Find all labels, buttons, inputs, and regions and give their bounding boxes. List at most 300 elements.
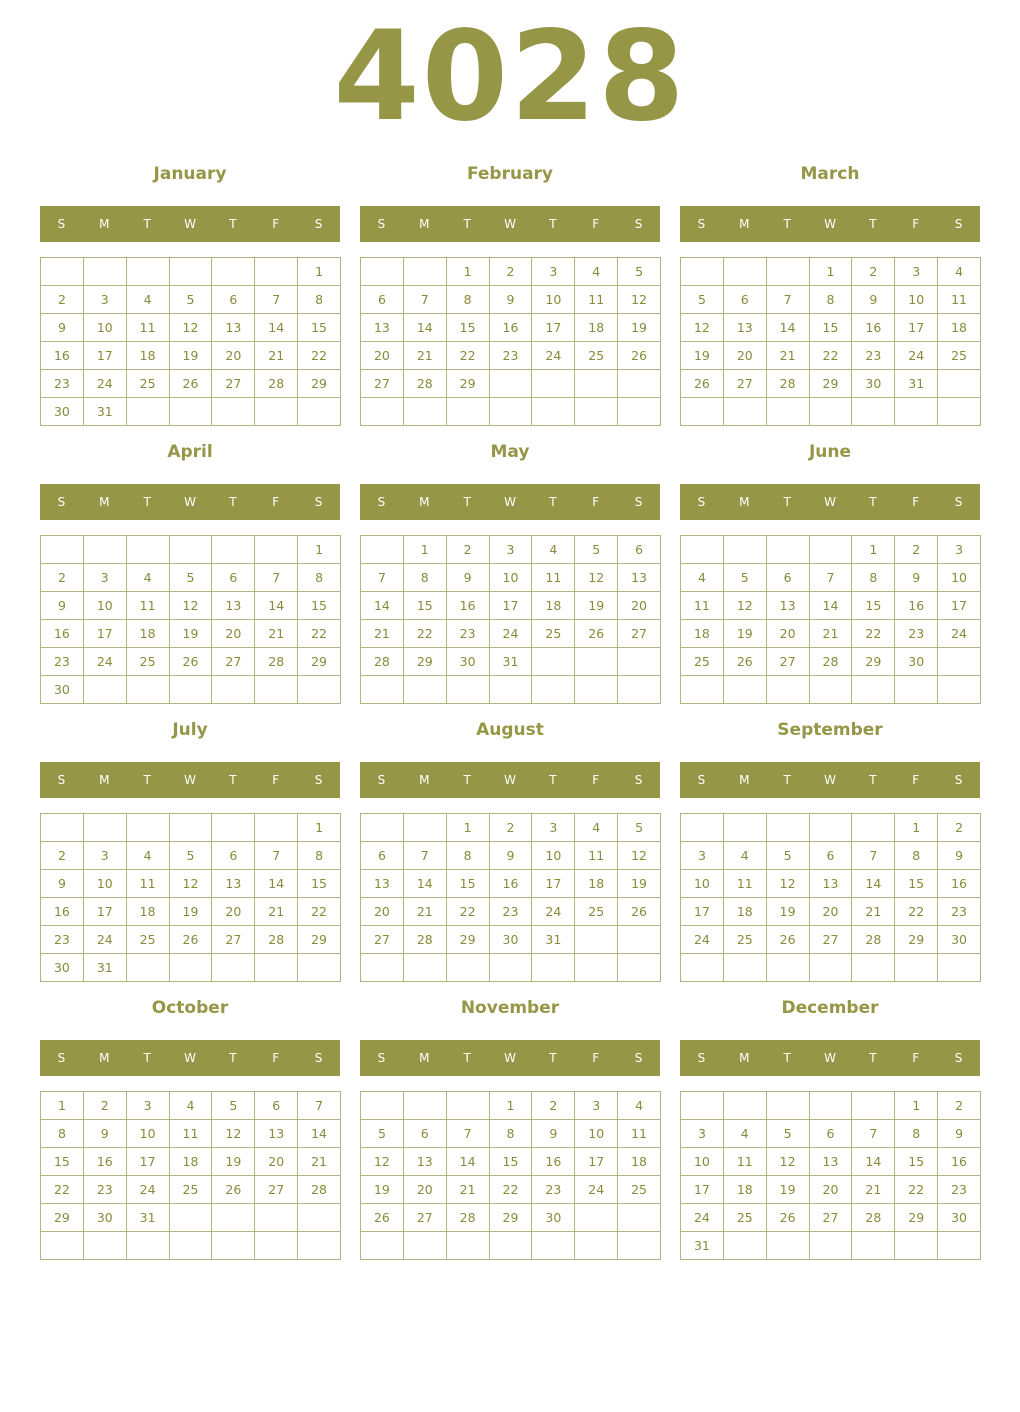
day-cell: 18 [127, 620, 170, 648]
day-cell: 25 [127, 370, 170, 398]
day-cell: 23 [490, 898, 533, 926]
day-cell: 6 [212, 842, 255, 870]
day-cell: 23 [41, 370, 84, 398]
day-cell [575, 648, 618, 676]
day-cell [575, 926, 618, 954]
day-cell: 26 [212, 1176, 255, 1204]
day-cell: 27 [212, 370, 255, 398]
day-cell: 31 [681, 1232, 724, 1260]
day-cell: 6 [212, 564, 255, 592]
day-cell: 18 [938, 314, 981, 342]
day-cell [212, 258, 255, 286]
weekday-label: T [549, 1051, 557, 1065]
day-cell: 7 [852, 1120, 895, 1148]
weekday-label: S [954, 495, 963, 509]
day-cell: 5 [724, 564, 767, 592]
day-cell: 2 [938, 1092, 981, 1120]
day-cell [618, 954, 661, 982]
day-grid [680, 535, 981, 704]
day-cell [810, 954, 853, 982]
weekday-header [360, 1040, 660, 1076]
day-cell: 2 [41, 564, 84, 592]
day-cell [724, 258, 767, 286]
weekday-label: W [824, 495, 836, 509]
weekday-label: S [697, 773, 706, 787]
day-cell: 31 [127, 1204, 170, 1232]
day-cell: 25 [170, 1176, 213, 1204]
day-cell: 12 [170, 314, 213, 342]
day-cell: 24 [895, 342, 938, 370]
day-cell [618, 648, 661, 676]
weekday-label: T [549, 495, 557, 509]
day-cell: 31 [532, 926, 575, 954]
day-cell [127, 814, 170, 842]
day-cell: 29 [810, 370, 853, 398]
day-cell: 25 [681, 648, 724, 676]
day-cell: 14 [852, 870, 895, 898]
weekday-label: F [272, 495, 280, 509]
day-cell [404, 1232, 447, 1260]
day-cell: 1 [490, 1092, 533, 1120]
day-cell [681, 398, 724, 426]
day-cell: 5 [170, 564, 213, 592]
weekday-label: M [419, 217, 430, 231]
weekday-header [40, 1040, 340, 1076]
day-cell [361, 536, 404, 564]
day-cell: 21 [852, 898, 895, 926]
day-grid [680, 257, 981, 426]
weekday-label: T [869, 1051, 877, 1065]
day-cell: 1 [810, 258, 853, 286]
day-cell: 5 [767, 1120, 810, 1148]
day-cell: 7 [404, 286, 447, 314]
day-cell [212, 1204, 255, 1232]
day-cell: 21 [767, 342, 810, 370]
day-cell [938, 648, 981, 676]
weekday-label: S [697, 495, 706, 509]
day-cell: 3 [490, 536, 533, 564]
day-cell: 9 [490, 286, 533, 314]
weekday-label: T [463, 1051, 471, 1065]
day-cell [618, 1204, 661, 1232]
day-cell [767, 398, 810, 426]
day-cell: 30 [447, 648, 490, 676]
day-cell: 25 [724, 1204, 767, 1232]
weekday-label: M [739, 495, 750, 509]
day-cell: 28 [255, 926, 298, 954]
day-cell [681, 954, 724, 982]
day-cell: 14 [852, 1148, 895, 1176]
weekday-label: F [592, 217, 600, 231]
day-cell: 28 [255, 370, 298, 398]
weekday-header [680, 484, 980, 520]
day-cell [767, 954, 810, 982]
day-cell: 18 [532, 592, 575, 620]
day-cell: 5 [170, 842, 213, 870]
day-cell: 28 [852, 926, 895, 954]
day-cell: 25 [127, 926, 170, 954]
day-cell: 8 [852, 564, 895, 592]
day-cell [618, 398, 661, 426]
day-cell [810, 1092, 853, 1120]
weekday-label: F [912, 495, 920, 509]
day-cell: 20 [212, 620, 255, 648]
day-cell: 2 [447, 536, 490, 564]
weekday-header [40, 762, 340, 798]
day-cell: 21 [298, 1148, 341, 1176]
day-cell: 10 [532, 842, 575, 870]
day-cell: 24 [681, 1204, 724, 1232]
day-cell: 9 [84, 1120, 127, 1148]
day-cell: 27 [212, 926, 255, 954]
day-cell [532, 676, 575, 704]
day-cell [490, 398, 533, 426]
day-cell: 13 [618, 564, 661, 592]
day-cell: 3 [84, 842, 127, 870]
day-cell [84, 536, 127, 564]
day-cell: 17 [532, 314, 575, 342]
day-cell [361, 398, 404, 426]
day-cell: 26 [724, 648, 767, 676]
day-cell: 19 [170, 898, 213, 926]
day-cell: 5 [361, 1120, 404, 1148]
day-cell [361, 1092, 404, 1120]
weekday-label: M [99, 1051, 110, 1065]
day-cell [255, 814, 298, 842]
day-cell [724, 814, 767, 842]
day-cell: 29 [895, 926, 938, 954]
day-cell: 22 [895, 1176, 938, 1204]
day-cell: 4 [681, 564, 724, 592]
day-cell [255, 536, 298, 564]
day-cell: 18 [127, 342, 170, 370]
weekday-label: M [739, 217, 750, 231]
day-grid [40, 257, 341, 426]
day-cell: 15 [298, 592, 341, 620]
weekday-label: F [592, 773, 600, 787]
day-cell: 13 [724, 314, 767, 342]
day-cell [575, 1204, 618, 1232]
day-cell: 1 [298, 536, 341, 564]
day-cell: 11 [170, 1120, 213, 1148]
day-cell: 5 [618, 814, 661, 842]
day-cell [810, 536, 853, 564]
weekday-header [680, 1040, 980, 1076]
day-cell: 24 [681, 926, 724, 954]
day-cell: 22 [298, 620, 341, 648]
day-cell: 9 [41, 592, 84, 620]
day-cell [852, 954, 895, 982]
day-cell: 9 [490, 842, 533, 870]
day-cell: 7 [255, 286, 298, 314]
day-cell: 26 [170, 648, 213, 676]
day-cell: 15 [298, 314, 341, 342]
day-cell [852, 676, 895, 704]
day-cell: 6 [361, 842, 404, 870]
day-cell: 17 [938, 592, 981, 620]
day-cell: 19 [212, 1148, 255, 1176]
day-cell [404, 676, 447, 704]
day-cell: 15 [490, 1148, 533, 1176]
day-cell: 25 [938, 342, 981, 370]
day-cell: 2 [490, 258, 533, 286]
month-name: September [777, 720, 883, 740]
day-cell: 26 [618, 898, 661, 926]
day-cell [127, 954, 170, 982]
day-cell: 27 [810, 926, 853, 954]
day-cell: 17 [84, 620, 127, 648]
weekday-label: W [184, 773, 196, 787]
day-cell: 18 [724, 898, 767, 926]
day-cell: 24 [938, 620, 981, 648]
day-cell: 27 [724, 370, 767, 398]
day-cell [490, 370, 533, 398]
day-cell: 2 [490, 814, 533, 842]
day-cell: 3 [681, 842, 724, 870]
day-grid [40, 1091, 341, 1260]
day-cell [404, 814, 447, 842]
day-cell: 7 [404, 842, 447, 870]
day-grid [680, 813, 981, 982]
day-cell [810, 398, 853, 426]
day-cell: 16 [895, 592, 938, 620]
day-cell: 23 [490, 342, 533, 370]
day-cell [255, 954, 298, 982]
weekday-label: S [634, 217, 643, 231]
day-cell: 8 [810, 286, 853, 314]
day-cell [895, 1232, 938, 1260]
day-cell: 1 [895, 814, 938, 842]
day-cell: 14 [447, 1148, 490, 1176]
day-cell: 3 [681, 1120, 724, 1148]
day-cell: 29 [298, 370, 341, 398]
weekday-label: T [783, 495, 791, 509]
weekday-label: S [57, 773, 66, 787]
weekday-label: T [229, 1051, 237, 1065]
day-cell [170, 954, 213, 982]
day-cell: 31 [84, 398, 127, 426]
day-cell: 29 [895, 1204, 938, 1232]
weekday-label: T [229, 495, 237, 509]
day-cell: 28 [810, 648, 853, 676]
month-name: January [153, 164, 227, 184]
day-cell: 23 [84, 1176, 127, 1204]
day-cell: 1 [298, 814, 341, 842]
day-cell [724, 954, 767, 982]
day-cell: 30 [84, 1204, 127, 1232]
day-cell: 30 [41, 954, 84, 982]
day-cell [618, 926, 661, 954]
day-cell: 12 [724, 592, 767, 620]
day-cell [681, 1092, 724, 1120]
day-cell: 19 [575, 592, 618, 620]
weekday-label: F [912, 217, 920, 231]
day-cell [681, 258, 724, 286]
day-cell: 3 [575, 1092, 618, 1120]
day-cell: 20 [212, 342, 255, 370]
day-cell: 3 [895, 258, 938, 286]
day-cell: 16 [41, 898, 84, 926]
weekday-label: W [184, 1051, 196, 1065]
day-grid [40, 535, 341, 704]
day-cell [212, 676, 255, 704]
day-cell: 22 [852, 620, 895, 648]
day-cell: 17 [681, 1176, 724, 1204]
day-cell: 16 [938, 1148, 981, 1176]
day-cell: 10 [681, 1148, 724, 1176]
day-cell: 21 [852, 1176, 895, 1204]
day-cell: 16 [938, 870, 981, 898]
weekday-label: M [99, 217, 110, 231]
day-cell: 12 [212, 1120, 255, 1148]
day-cell: 24 [84, 926, 127, 954]
day-cell: 15 [41, 1148, 84, 1176]
day-cell [170, 676, 213, 704]
day-cell [681, 814, 724, 842]
day-cell [127, 398, 170, 426]
day-cell: 11 [127, 314, 170, 342]
day-cell [767, 258, 810, 286]
day-cell: 4 [575, 814, 618, 842]
day-cell: 24 [532, 342, 575, 370]
day-cell: 8 [447, 286, 490, 314]
weekday-header [360, 762, 660, 798]
day-grid [360, 1091, 661, 1260]
day-cell: 13 [767, 592, 810, 620]
day-cell: 23 [938, 898, 981, 926]
day-cell: 14 [810, 592, 853, 620]
day-cell: 1 [298, 258, 341, 286]
day-cell: 15 [810, 314, 853, 342]
day-cell [852, 1092, 895, 1120]
weekday-label: M [99, 773, 110, 787]
weekday-label: T [463, 495, 471, 509]
day-cell: 25 [127, 648, 170, 676]
day-cell: 27 [361, 370, 404, 398]
weekday-label: T [549, 773, 557, 787]
day-cell: 9 [41, 314, 84, 342]
weekday-label: F [592, 1051, 600, 1065]
day-cell: 28 [767, 370, 810, 398]
weekday-label: T [229, 217, 237, 231]
weekday-label: T [783, 1051, 791, 1065]
day-cell: 12 [767, 1148, 810, 1176]
day-cell: 4 [127, 842, 170, 870]
day-cell: 2 [532, 1092, 575, 1120]
day-cell: 3 [532, 814, 575, 842]
weekday-label: T [463, 773, 471, 787]
day-cell: 19 [618, 314, 661, 342]
day-cell [447, 954, 490, 982]
day-cell: 28 [255, 648, 298, 676]
day-cell: 11 [575, 286, 618, 314]
day-cell: 6 [810, 1120, 853, 1148]
day-cell: 18 [575, 870, 618, 898]
day-cell: 20 [255, 1148, 298, 1176]
day-cell: 11 [127, 592, 170, 620]
day-cell: 19 [681, 342, 724, 370]
day-cell: 19 [767, 1176, 810, 1204]
weekday-label: F [272, 217, 280, 231]
day-cell: 14 [255, 314, 298, 342]
day-cell: 20 [810, 898, 853, 926]
day-cell: 4 [724, 842, 767, 870]
day-cell [41, 814, 84, 842]
day-cell: 18 [170, 1148, 213, 1176]
day-cell: 9 [895, 564, 938, 592]
day-cell: 28 [404, 370, 447, 398]
day-cell: 18 [618, 1148, 661, 1176]
day-cell: 28 [852, 1204, 895, 1232]
day-cell [895, 398, 938, 426]
day-cell: 2 [895, 536, 938, 564]
weekday-label: F [592, 495, 600, 509]
day-cell: 30 [41, 676, 84, 704]
weekday-label: M [739, 773, 750, 787]
day-cell: 2 [852, 258, 895, 286]
weekday-header [40, 206, 340, 242]
weekday-label: W [824, 773, 836, 787]
day-cell: 22 [447, 342, 490, 370]
weekday-label: S [697, 217, 706, 231]
weekday-label: S [57, 217, 66, 231]
day-cell: 6 [212, 286, 255, 314]
weekday-label: T [869, 495, 877, 509]
day-cell: 5 [170, 286, 213, 314]
day-cell: 8 [298, 286, 341, 314]
day-cell: 16 [490, 870, 533, 898]
day-cell: 15 [298, 870, 341, 898]
day-cell: 20 [724, 342, 767, 370]
day-cell [404, 398, 447, 426]
day-cell: 19 [767, 898, 810, 926]
day-cell: 10 [681, 870, 724, 898]
day-cell: 21 [404, 898, 447, 926]
day-cell: 12 [170, 870, 213, 898]
weekday-label: F [912, 1051, 920, 1065]
day-cell: 19 [170, 620, 213, 648]
day-cell: 2 [41, 842, 84, 870]
day-cell: 24 [532, 898, 575, 926]
day-cell: 14 [404, 314, 447, 342]
day-cell [127, 258, 170, 286]
day-cell [938, 1232, 981, 1260]
day-cell: 23 [895, 620, 938, 648]
day-cell: 10 [84, 314, 127, 342]
weekday-label: S [314, 773, 323, 787]
day-cell: 22 [490, 1176, 533, 1204]
day-cell: 10 [490, 564, 533, 592]
day-cell: 6 [361, 286, 404, 314]
month-name: August [476, 720, 544, 740]
day-cell: 13 [212, 314, 255, 342]
day-cell [447, 676, 490, 704]
day-cell: 3 [127, 1092, 170, 1120]
day-cell [618, 676, 661, 704]
day-cell: 26 [767, 926, 810, 954]
day-cell: 26 [170, 370, 213, 398]
day-cell: 14 [767, 314, 810, 342]
day-cell: 29 [447, 926, 490, 954]
day-cell: 5 [575, 536, 618, 564]
month-name: June [808, 442, 852, 462]
day-cell [810, 676, 853, 704]
day-cell: 17 [681, 898, 724, 926]
month-name: March [800, 164, 860, 184]
day-cell: 4 [170, 1092, 213, 1120]
day-cell: 5 [681, 286, 724, 314]
weekday-label: M [419, 1051, 430, 1065]
